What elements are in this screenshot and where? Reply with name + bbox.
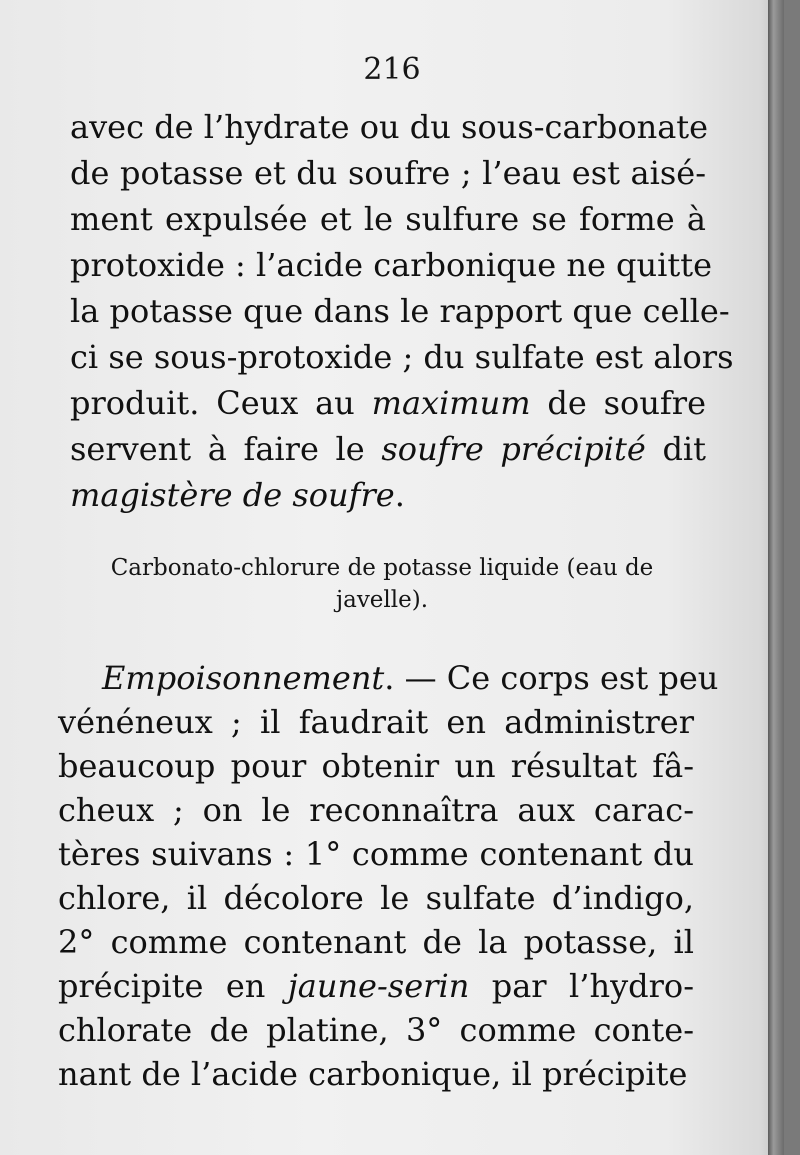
italic-term: soufre précipité	[381, 430, 646, 468]
text-line	[70, 472, 706, 518]
text-line: nant de l’acide carbonique, il précipite	[58, 1055, 688, 1093]
text-run: .	[394, 476, 405, 514]
section-heading	[92, 552, 672, 616]
text-line: protoxide : l’acide carbonique ne quitte	[70, 246, 713, 284]
text-line: chlore, il décolore le sulfate d’indigo,	[58, 879, 694, 917]
text-line: vénéneux ; il faudrait en administrer	[58, 703, 694, 741]
text-line: de potasse et du soufre ; l’eau est aisé-	[70, 154, 706, 192]
text-line: ment expulsée et le sulfure se forme à	[70, 200, 706, 238]
paragraph-2	[58, 656, 719, 1096]
text-line: cheux ; on le reconnaîtra aux carac-	[58, 791, 694, 829]
text-run: produit. Ceux au	[70, 384, 372, 422]
italic-term: jaune-serin	[287, 967, 470, 1005]
text-line	[58, 964, 694, 1008]
text-run: . — Ce corps est peu	[384, 659, 719, 697]
text-line	[70, 426, 706, 472]
text-line	[58, 656, 719, 700]
text-run: dit	[645, 430, 707, 468]
italic-term: Empoisonnement	[102, 659, 385, 697]
heading-line: javelle).	[335, 587, 429, 613]
text-line: beaucoup pour obtenir un résultat fâ-	[58, 747, 694, 785]
text-line: 2° comme contenant de la potasse, il	[58, 923, 694, 961]
text-run: servent à faire le	[70, 430, 382, 468]
paragraph-1	[70, 104, 734, 518]
text-run: précipite en	[58, 967, 288, 1005]
page-number: 216	[363, 52, 421, 87]
text-run: de soufre	[530, 384, 707, 422]
text-line: avec de l’hydrate ou du sous-carbonate	[70, 108, 709, 146]
text-line: chlorate de platine, 3° comme conte-	[58, 1011, 694, 1049]
text-line	[70, 380, 706, 426]
italic-term: magistère de soufre	[70, 476, 395, 514]
page-edge-shadow	[768, 0, 784, 1155]
text-line: tères suivans : 1° comme contenant du	[58, 835, 694, 873]
italic-term: maximum	[371, 384, 531, 422]
heading-line: Carbonato-chlorure de potasse liquide (eau de	[110, 555, 654, 581]
text-run: par l’hydro-	[469, 967, 694, 1005]
text-line: la potasse que dans le rapport que celle-	[70, 292, 730, 330]
text-line: ci se sous-protoxide ; du sulfate est alors	[70, 338, 734, 376]
